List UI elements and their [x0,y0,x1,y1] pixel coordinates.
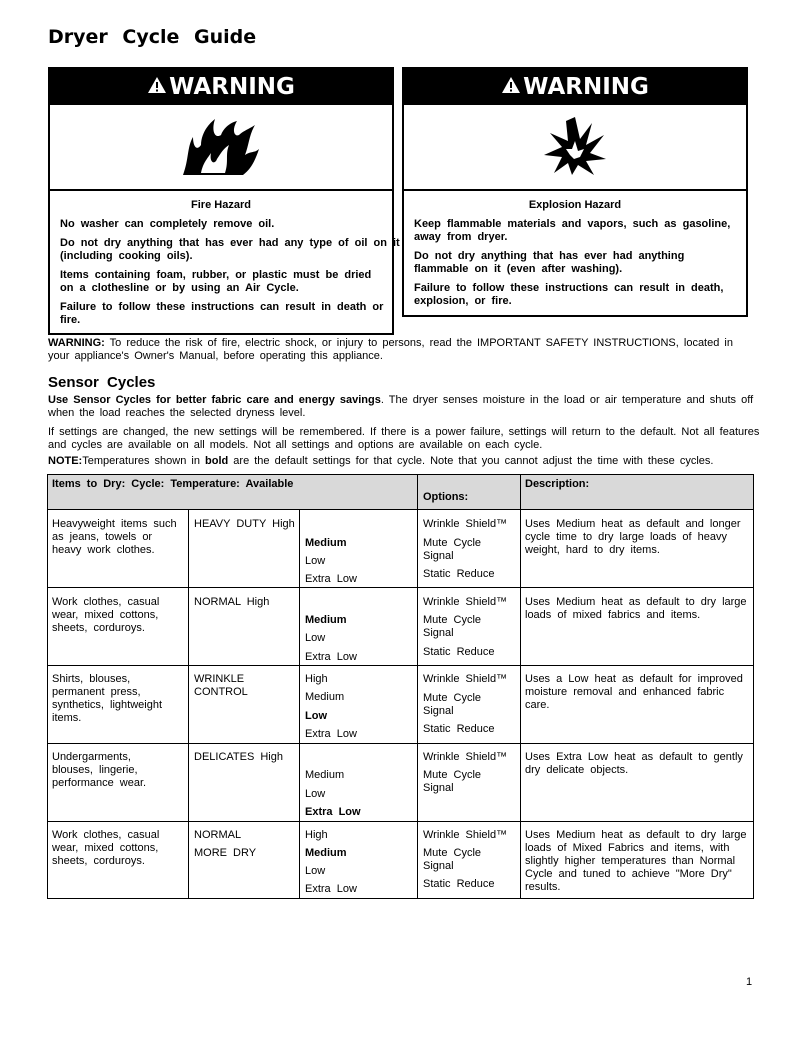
settings-paragraph: If settings are changed, the new settings will be remembered. If there is a power failure, settings will return to the default. Not all features [48,426,760,438]
warning-header [50,69,392,105]
sensor-cycles-heading: Sensor Cycles [48,374,156,391]
desc-line: loads of Mixed Fabrics and items, with [525,842,730,854]
temp-option: Low [305,555,326,567]
explosion-text-line: Keep flammable materials and vapors, such as gasoline, [414,218,731,230]
desc-line: moisture removal and enhanced fabric [525,686,725,698]
explosion-warning-box [402,67,748,317]
cycle-name: MORE DRY [194,847,257,859]
temp-option: High [305,673,328,685]
temp-option: Extra Low [305,728,357,740]
option-item: Static Reduce [423,878,495,890]
desc-line: Uses Medium heat as default to dry large [525,596,747,608]
fire-icon-area [50,105,392,191]
fire-text-line: Items containing foam, rubber, or plastic must be dried [60,269,372,281]
option-item: Signal [423,627,454,639]
option-item: Static Reduce [423,568,495,580]
temp-option: Medium [305,537,347,549]
fire-warning-box [48,67,400,335]
settings-paragraph-line2: and cycles are available on all models. Not all settings and options are available on each cycle. [48,439,543,451]
table-row [48,822,754,899]
temp-option: Extra Low [305,651,357,663]
option-item: Wrinkle Shield™ [423,829,508,841]
safety-warning [48,337,733,350]
cycle-name: DELICATES High [194,751,283,763]
items-line: Work clothes, casual [52,829,160,841]
sensor-lead: Use Sensor Cycles for better fabric care and energy savings [48,394,381,406]
temp-option: Low [305,865,326,877]
fire-text-line: Failure to follow these instructions can result in death or [60,301,384,313]
cycle-name: NORMAL [194,829,242,841]
table-row [48,510,754,588]
option-item: Mute Cycle [423,847,482,859]
desc-line: weight, hard to dry items. [525,544,660,556]
header-description-label: Description: [525,478,590,490]
desc-line: Uses Medium heat as default to dry large [525,829,747,841]
temp-option: Low [305,788,326,800]
items-line: heavy work clothes. [52,544,155,556]
cycle-name: CONTROL [194,686,248,698]
header-items-cycle-temp [48,475,418,510]
desc-line: Uses Medium heat as default and longer [525,518,741,530]
desc-line: care. [525,699,550,711]
option-item: Mute Cycle [423,537,482,549]
table-row [48,744,754,822]
option-item: Wrinkle Shield™ [423,673,508,685]
fire-icon [179,115,263,180]
header-options-label: Options: [423,491,469,503]
explosion-icon-area [404,105,746,191]
items-line: performance wear. [52,777,147,789]
temp-option: Medium [305,614,347,626]
header-options [418,475,521,510]
temp-option: Extra Low [305,573,357,585]
explosion-text-line: Do not dry anything that has ever had anything [414,250,685,262]
option-item: Signal [423,782,454,794]
table-row [48,666,754,744]
items-line: wear, mixed cottons, [52,609,159,621]
temp-option: High [305,829,328,841]
option-item: Mute Cycle [423,692,482,704]
temp-option: Medium [305,847,347,859]
cycle-name: WRINKLE [194,673,245,685]
warning-triangle-icon [501,74,521,100]
items-line: synthetics, lightweight [52,699,162,711]
option-item: Signal [423,550,454,562]
safety-warning-line2: your appliance's Owner's Manual, before operating this appliance. [48,350,383,362]
temp-option: Extra Low [305,806,361,818]
items-line: Shirts, blouses, [52,673,131,685]
page-number: 1 [746,976,753,988]
desc-line: loads of mixed fabrics and items. [525,609,701,621]
warning-triangle-icon [147,74,167,100]
explosion-icon [542,115,608,180]
explosion-text-line: Failure to follow these instructions can result in death, [414,282,724,294]
fire-text-line: (including cooking oils). [60,250,193,262]
temp-option: Extra Low [305,883,357,895]
page-title: Dryer Cycle Guide [48,26,257,48]
option-item: Mute Cycle [423,769,482,781]
note-text: Temperatures shown in [82,455,206,467]
items-line: items. [52,712,82,724]
temp-option: Low [305,710,327,722]
desc-line: Uses Extra Low heat as default to gently [525,751,743,763]
desc-line: slightly higher temperatures than Normal [525,855,736,867]
option-item: Static Reduce [423,723,495,735]
desc-line: Cycle and tuned to achieve "More Dry" [525,868,732,880]
table-row [48,588,754,666]
cycle-name: NORMAL High [194,596,270,608]
temp-option: Medium [305,691,345,703]
explosion-text-line: flammable on it (even after washing). [414,263,623,275]
desc-line: results. [525,881,561,893]
explosion-hazard-heading: Explosion Hazard [528,199,622,211]
temp-option: Medium [305,769,345,781]
note-bold: bold [205,455,229,467]
option-item: Wrinkle Shield™ [423,518,508,530]
safety-warning-text: To reduce the risk of fire, electric shock, or injury to persons, read the IMPORTANT SAFETY INSTRUCTIONS, located in [104,337,733,349]
items-line: wear, mixed cottons, [52,842,159,854]
option-item: Wrinkle Shield™ [423,596,508,608]
items-line: blouses, lingerie, [52,764,138,776]
items-line: as jeans, towels or [52,531,153,543]
table-header-row [48,475,754,510]
items-line: Heavyweight items such [52,518,177,530]
sensor-text: . The dryer senses moisture in the load or air temperature and shuts off [380,394,754,406]
cycle-table [47,474,754,899]
cycle-name: HEAVY DUTY High [194,518,295,530]
temp-option: Low [305,632,326,644]
warning-header [404,69,746,105]
fire-text-line: No washer can completely remove oil. [60,218,275,230]
items-line: Undergarments, [52,751,131,763]
header-description [521,475,754,510]
sensor-paragraph-line2: when the load reaches the selected dryness level. [48,407,306,419]
fire-text-line: Do not dry anything that has ever had any type of oil on it [60,237,400,249]
note-paragraph [48,455,713,468]
desc-line: dry delicate objects. [525,764,629,776]
note-label: NOTE: [48,455,83,467]
option-item: Signal [423,860,454,872]
items-line: sheets, corduroys. [52,855,145,867]
sensor-paragraph [48,394,753,407]
fire-text-line: on a clothesline or by using an Air Cycle. [60,282,299,294]
warning-label: WARNING [523,74,649,100]
items-line: sheets, corduroys. [52,622,145,634]
option-item: Signal [423,705,454,717]
desc-line: Uses a Low heat as default for improved [525,673,743,685]
note-text: are the default settings for that cycle. Note that you cannot adjust the time with these cycles. [228,455,714,467]
option-item: Wrinkle Shield™ [423,751,508,763]
warning-label: WARNING [169,74,295,100]
items-line: Work clothes, casual [52,596,160,608]
option-item: Mute Cycle [423,614,482,626]
fire-hazard-heading: Fire Hazard [191,199,251,211]
option-item: Static Reduce [423,646,495,658]
header-items: Items to Dry: Cycle: Temperature: Available [52,478,294,490]
desc-line: cycle time to dry large loads of heavy [525,531,727,543]
explosion-text-line: away from dryer. [414,231,508,243]
explosion-text-line: explosion, or fire. [414,295,512,307]
items-line: permanent press, [52,686,141,698]
safety-warning-label: WARNING: [48,337,105,349]
fire-text-line: fire. [60,314,81,326]
